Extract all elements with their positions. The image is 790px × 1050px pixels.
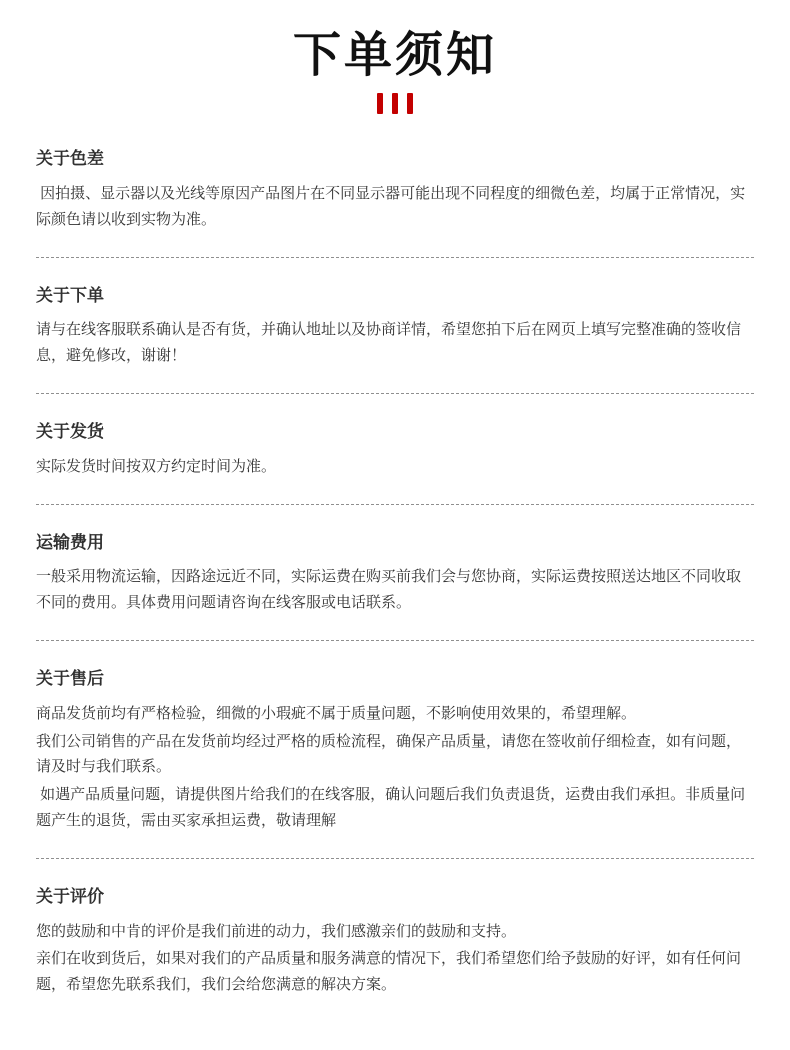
section-paragraph: 商品发货前均有严格检验，细微的小瑕疵不属于质量问题，不影响使用效果的，希望理解。: [36, 704, 637, 722]
red-bar-icon: [392, 93, 398, 114]
red-bar-icon: [407, 93, 413, 114]
section-paragraph: 我们公司销售的产品在发货前均经过严格的质检流程，确保产品质量，请您在签收前仔细检查，如有问题，请及时与我们联系。: [36, 732, 742, 776]
section-divider: [36, 858, 754, 859]
section-divider: [36, 393, 754, 394]
section-paragraph: 一般采用物流运输，因路途远近不同，实际运费在购买前我们会与您协商，实际运费按照送达地区不同收取不同的费用。具体费用问题请咨询在线客服或电话联系。: [36, 568, 742, 612]
section-heading: 关于色差: [36, 149, 104, 169]
section-heading: 关于售后: [36, 668, 104, 688]
section-paragraph: 实际发货时间按双方约定时间为准。: [36, 457, 277, 475]
section-heading: 运输费用: [36, 532, 104, 552]
notice-section: [36, 268, 754, 381]
section-divider: [36, 504, 754, 505]
section-paragraph: 请与在线客服联系确认是否有货，并确认地址以及协商详情，希望您拍下后在网页上填写完整准确的签收信息，避免修改，谢谢！: [36, 321, 742, 365]
section-heading: 关于下单: [36, 285, 104, 305]
section-paragraph: 因拍摄、显示器以及光线等原因产品图片在不同显示器可能出现不同程度的细微色差，均属于正常情况，实际颜色请以收到实物为准。: [36, 184, 746, 228]
section-heading: 关于发货: [36, 421, 104, 441]
page-title: 下单须知: [292, 29, 497, 82]
notice-section: [36, 404, 754, 492]
notice-section: [36, 651, 754, 846]
section-heading: 关于评价: [36, 886, 104, 906]
sections-container: [36, 131, 754, 1010]
notice-section: [36, 131, 754, 244]
section-divider: [36, 640, 754, 641]
section-divider: [36, 257, 754, 258]
notice-section: [36, 869, 754, 1010]
section-paragraph: 您的鼓励和中肯的评价是我们前进的动力，我们感激亲们的鼓励和支持。: [36, 922, 517, 940]
notice-section: [36, 515, 754, 628]
red-accent-marks: [36, 93, 754, 117]
red-bar-icon: [377, 93, 383, 114]
section-paragraph: 亲们在收到货后，如果对我们的产品质量和服务满意的情况下，我们希望您们给予鼓励的好评，如有任何问题，希望您先联系我们，我们会给您满意的解决方案。: [36, 950, 742, 994]
section-paragraph: 如遇产品质量问题，请提供图片给我们的在线客服，确认问题后我们负责退货，运费由我们承担。非质量问题产生的退货，需由买家承担运费，敬请理解: [36, 786, 746, 829]
